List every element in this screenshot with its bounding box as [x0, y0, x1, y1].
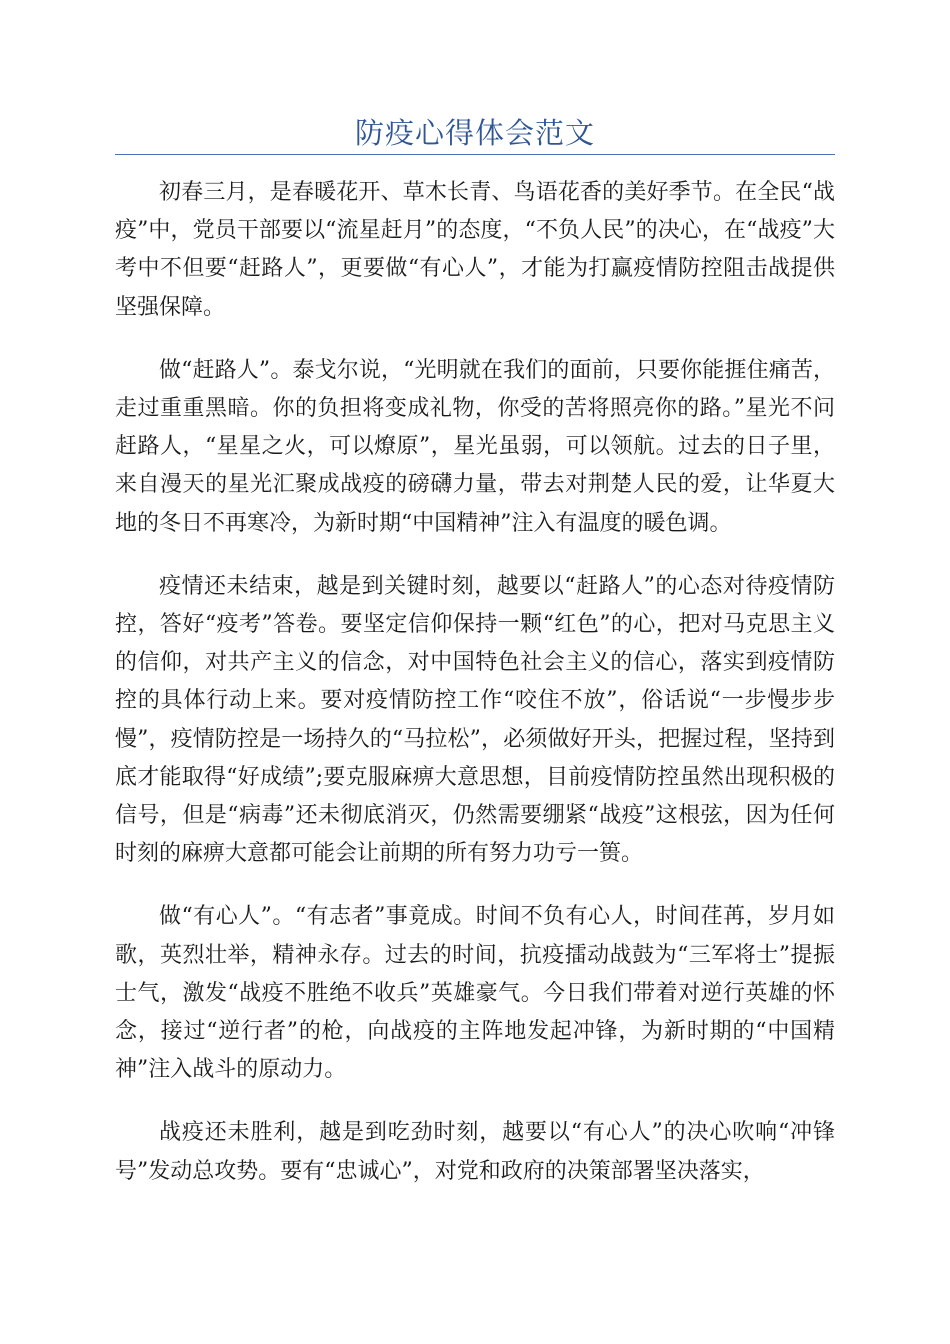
paragraph: 初春三月，是春暖花开、草木长青、鸟语花香的美好季节。在全民“战疫”中，党员干部要以“流星赶月”的态度，“不负人民”的决心，在“战疫”大考中不但要“赶路人”，更要做“有心人”，才能为打赢疫情防控阻击战提供坚强保障。	[115, 180, 835, 320]
document-body	[115, 174, 835, 1191]
paragraph: 做“赶路人”。泰戈尔说，“光明就在我们的面前，只要你能捱住痛苦，走过重重黑暗。你的负担将变成礼物，你受的苦将照亮你的路。”星光不问赶路人，“星星之火，可以燎原”，星光虽弱，可以领航。过去的日子里，来自漫天的星光汇聚成战疫的磅礴力量，带去对荆楚人民的爱，让华夏大地的冬日不再寒冷，为新时期“中国精神”注入有温度的暖色调。	[115, 357, 835, 536]
paragraph: 做“有心人”。“有志者”事竟成。时间不负有心人，时间荏苒，岁月如歌，英烈壮举，精神永存。过去的时间，抗疫擂动战鼓为“三军将士”提振士气，激发“战疫不胜绝不收兵”英雄豪气。今日我们带着对逆行英雄的怀念，接过“逆行者”的枪，向战疫的主阵地发起冲锋，为新时期的“中国精神”注入战斗的原动力。	[115, 904, 835, 1083]
document-title: 防疫心得体会范文	[354, 116, 595, 150]
paragraph: 战疫还未胜利，越是到吃劲时刻，越要以“有心人”的决心吹响“冲锋号”发动总攻势。要有“忠诚心”，对党和政府的决策部署坚决落实，	[115, 1120, 835, 1184]
title-underline	[115, 154, 835, 155]
paragraph: 疫情还未结束，越是到关键时刻，越要以“赶路人”的心态对待疫情防控，答好“疫考”答卷。要坚定信仰保持一颗“红色”的心，把对马克思主义的信仰，对共产主义的信念，对中国特色社会主义的信心，落实到疫情防控的具体行动上来。要对疫情防控工作“咬住不放”，俗话说“一步慢步步慢”，疫情防控是一场持久的“马拉松”，必须做好开头，把握过程，坚持到底才能取得“好成绩”;要克服麻痹大意思想，目前疫情防控虽然出现积极的信号，但是“病毒”还未彻底消灭，仍然需要绷紧“战疫”这根弦，因为任何时刻的麻痹大意都可能会让前期的所有努力功亏一篑。	[115, 573, 835, 867]
